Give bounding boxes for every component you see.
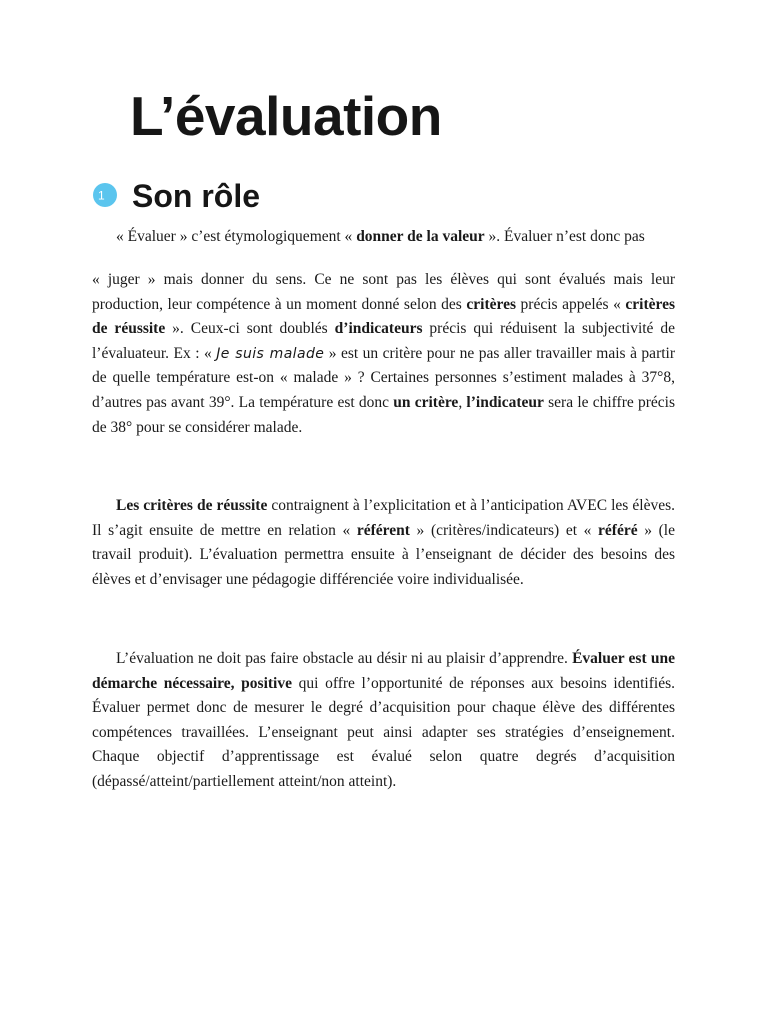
section-title: Son rôle	[132, 178, 261, 214]
paragraph-2-text	[92, 494, 675, 592]
bold-text-run: référent	[356, 521, 410, 539]
bold-text-run: d’indicateurs	[334, 320, 423, 338]
paragraph-2	[92, 494, 675, 592]
bold-text-run: Évaluer est une démarche nécessaire, positive	[92, 650, 675, 692]
text-run: ». Ceux-ci sont doublés	[165, 320, 335, 338]
paragraph-1-text	[92, 268, 675, 440]
text-run: » (critères/indicateurs) et «	[409, 521, 599, 539]
paragraph-1	[92, 268, 675, 440]
text-run: qui offre l’opportunité de réponses aux besoins identifiés. Évaluer permet donc de mesurer le degré d’acquisition pour chaque élève des différentes compétences travaillées. L’enseignant peut ainsi adapter ses stratégies d’enseignement. Chaque objectif d’apprentissage est évalué selon quatre degrés d’acquisition (dépassé/atteint/partiellement atteint/non atteint).	[92, 674, 675, 790]
bold-text-run: référé	[598, 521, 638, 539]
italic-text-run: Je suis malade	[216, 345, 325, 362]
badge-circle	[93, 183, 117, 207]
text-run: « Évaluer » c’est étymologiquement «	[116, 228, 357, 245]
text-run: » (le travail produit). L’évaluation permettra ensuite à l’enseignant de décider des besoins des élèves et d’envisager une pédagogie différenciée voire individualisée.	[92, 521, 675, 588]
section-number: 1	[98, 188, 105, 203]
text-run: » est un critère pour ne pas aller travailler mais à partir de quelle température est-on « malade » ? Certaines personnes s’estiment malades à 37°8, d’autres pas avant 39°. La température est donc	[92, 344, 675, 411]
text-run: précis appelés «	[516, 295, 626, 313]
bold-text-run: l’indicateur	[466, 393, 544, 411]
bold-text-run: critères	[466, 295, 516, 313]
text-run: sera le chiffre précis de 38° pour se considérer malade.	[92, 393, 676, 436]
text-run: « juger » mais donner du sens. Ce ne sont pas les élèves qui sont évalués mais leur production, leur compétence à un moment donné selon des	[92, 271, 675, 313]
section-number-badge	[92, 182, 118, 208]
text-run: ,	[458, 393, 467, 411]
bold-text-run: un critère	[393, 393, 459, 411]
text-run: contraignent à l’explicitation et à l’anticipation AVEC les élèves. Il s’agit ensuite de mettre en relation «	[92, 497, 675, 539]
bold-text-run: Les critères de réussite	[116, 497, 268, 514]
bold-text-run: critères de réussite	[92, 295, 675, 338]
text-run: L’évaluation ne doit pas faire obstacle au désir ni au plaisir d’apprendre.	[116, 650, 573, 667]
text-run: ». Évaluer n’est donc pas	[484, 228, 645, 245]
page-title: L’évaluation	[130, 85, 442, 147]
intro-paragraph	[116, 227, 686, 247]
text-run: précis qui réduisent la subjectivité de l’évaluateur. Ex : «	[92, 320, 676, 362]
bold-text-run: donner de la valeur	[356, 228, 485, 245]
paragraph-3-text	[92, 647, 675, 795]
paragraph-3	[92, 647, 675, 795]
